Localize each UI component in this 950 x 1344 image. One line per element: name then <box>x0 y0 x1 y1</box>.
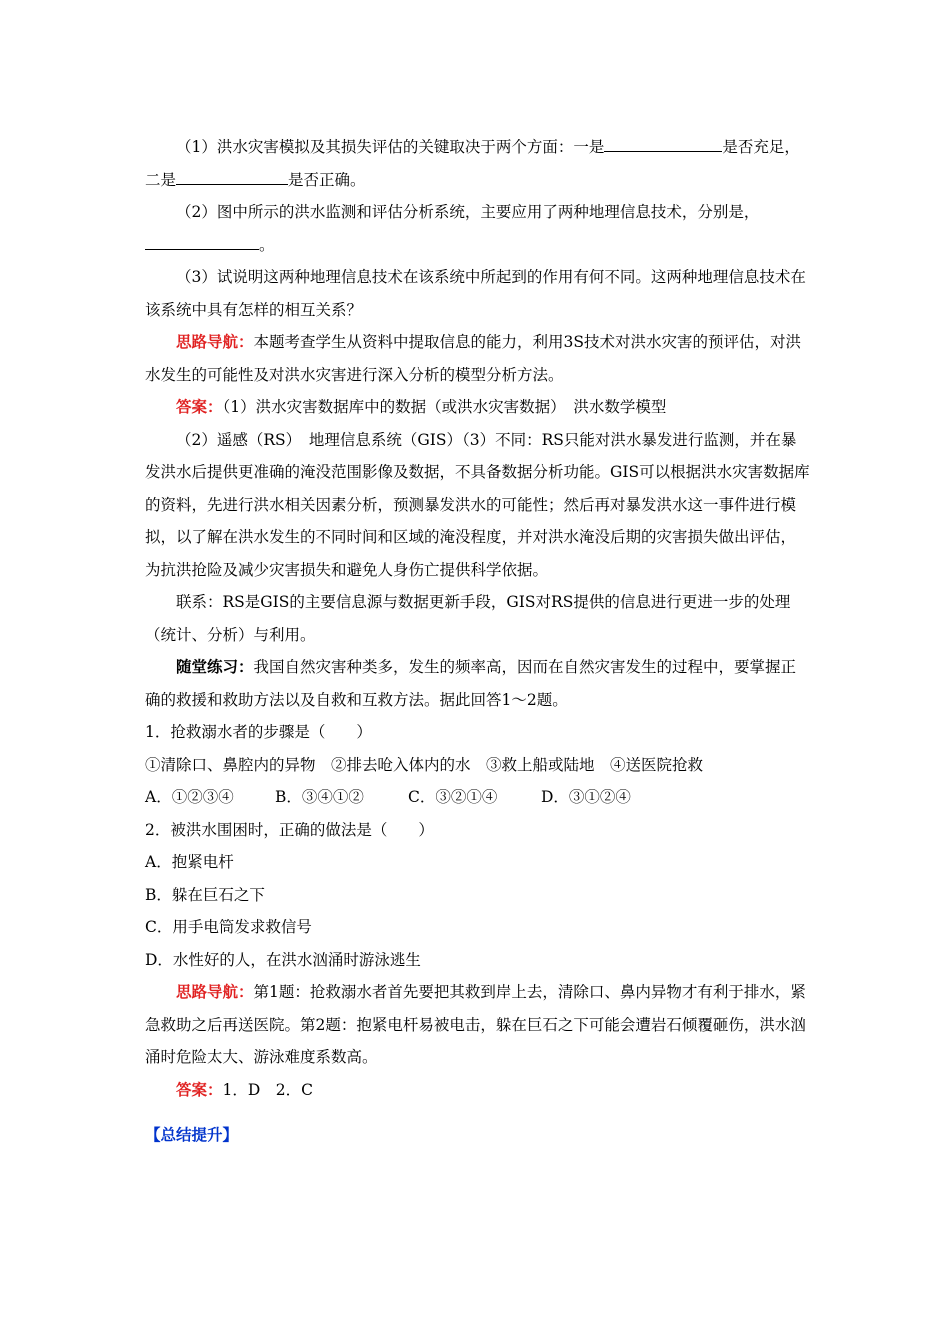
question-2-part1: （2）图中所示的洪水监测和评估分析系统，主要应用了两种地理信息技术，分别是 <box>176 203 744 221</box>
answer-1 <box>145 391 810 424</box>
answer-1-line1: （1）洪水灾害数据库中的数据（或洪水灾害数据） 洪水数学模型 <box>222 398 667 416</box>
option-2a[interactable]: A．抱紧电杆 <box>145 853 234 871</box>
summary-heading: 【总结提升】 <box>145 1125 239 1144</box>
analysis-1 <box>145 326 810 391</box>
practice-question-1-steps: ①清除口、鼻腔内的异物 ②排去呛入体内的水 ③救上船或陆地 ④送医院抢救 <box>145 755 704 774</box>
document-body <box>145 131 810 1106</box>
option-1c[interactable]: C．③②①④ <box>408 788 498 806</box>
answer-1-relation: 联系：RS是GIS的主要信息源与数据更新手段，GIS对RS提供的信息进行更进一步的处理（统计、分析）与利用。 <box>145 593 791 644</box>
option-1a[interactable]: A．①②③④ <box>145 788 234 806</box>
question-1 <box>145 131 810 196</box>
analysis-2-label: 思路导航： <box>176 982 254 1001</box>
answer-1-label: 答案： <box>176 397 223 416</box>
option-2b[interactable]: B．躲在巨石之下 <box>145 885 265 904</box>
option-1d[interactable]: D．③①②④ <box>541 788 631 806</box>
answer-blank-1[interactable] <box>604 133 722 152</box>
question-1-part2: 是否充足，二是 <box>145 138 800 189</box>
answer-blank-3[interactable] <box>145 231 259 250</box>
option-2c[interactable]: C．用手电筒发求救信号 <box>145 918 312 936</box>
question-1-part3: 是否正确。 <box>288 170 366 189</box>
practice-question-1-options <box>145 781 810 814</box>
analysis-1-label: 思路导航： <box>176 332 254 351</box>
practice-question-2: 2．被洪水围困时，正确的做法是（ ） <box>145 820 434 839</box>
practice-question-1: 1．抢救溺水者的步骤是（ ） <box>145 723 372 741</box>
practice-label: 随堂练习： <box>176 657 254 676</box>
question-2-part3: 。 <box>259 235 275 254</box>
question-2 <box>145 196 810 261</box>
answer-2-label: 答案： <box>176 1079 223 1099</box>
question-3: （3）试说明这两种地理信息技术在该系统中所起到的作用有何不同。这两种地理信息技术在该系统中具有怎样的相互关系？ <box>145 268 806 319</box>
answer-2 <box>145 1074 810 1107</box>
answer-blank-2[interactable] <box>176 166 288 185</box>
option-1b[interactable]: B．③④①② <box>275 788 364 806</box>
question-2-part2: ， <box>743 203 760 221</box>
analysis-2 <box>145 976 810 1074</box>
analysis-1-text: 本题考查学生从资料中提取信息的能力，利用3S技术对洪水灾害的预评估，对洪水发生的可能性及对洪水灾害进行深入分析的模型分析方法。 <box>145 333 801 384</box>
option-2d[interactable]: D．水性好的人，在洪水汹涌时游泳逃生 <box>145 950 421 969</box>
practice-intro <box>145 651 810 716</box>
question-1-part1: （1）洪水灾害模拟及其损失评估的关键取决于两个方面：一是 <box>176 138 605 156</box>
answer-1-detail: （2）遥感（RS） 地理信息系统（GIS）（3）不同：RS只能对洪水暴发进行监测，并在暴发洪水后提供更准确的淹没范围影像及数据，不具备数据分析功能。GIS可以根据洪水灾害数据库的资料，先进行洪水相关因素分析，预测暴发洪水的可能性；然后再对暴发洪水这一事件进行模拟，以了解在洪水发生的不同时间和区域的淹没程度，并对洪水淹没后期的灾害损失做出评估，为抗洪抢险及减少灾害损失和避免人身伤亡提供科学依据。 <box>145 430 810 579</box>
answer-2-text: 1．D 2．C <box>222 1080 314 1099</box>
practice-intro-text: 我国自然灾害种类多，发生的频率高，因而在自然灾害发生的过程中，要掌握正确的救援和救助方法以及自救和互救方法。据此回答1～2题。 <box>145 658 797 709</box>
analysis-2-text: 第1题：抢救溺水者首先要把其救到岸上去，清除口、鼻内异物才有利于排水，紧急救助之后再送医院。第2题：抱紧电杆易被电击，躲在巨石之下可能会遭岩石倾覆砸伤，洪水汹涌时危险太大、游泳难度系数高。 <box>145 983 806 1066</box>
